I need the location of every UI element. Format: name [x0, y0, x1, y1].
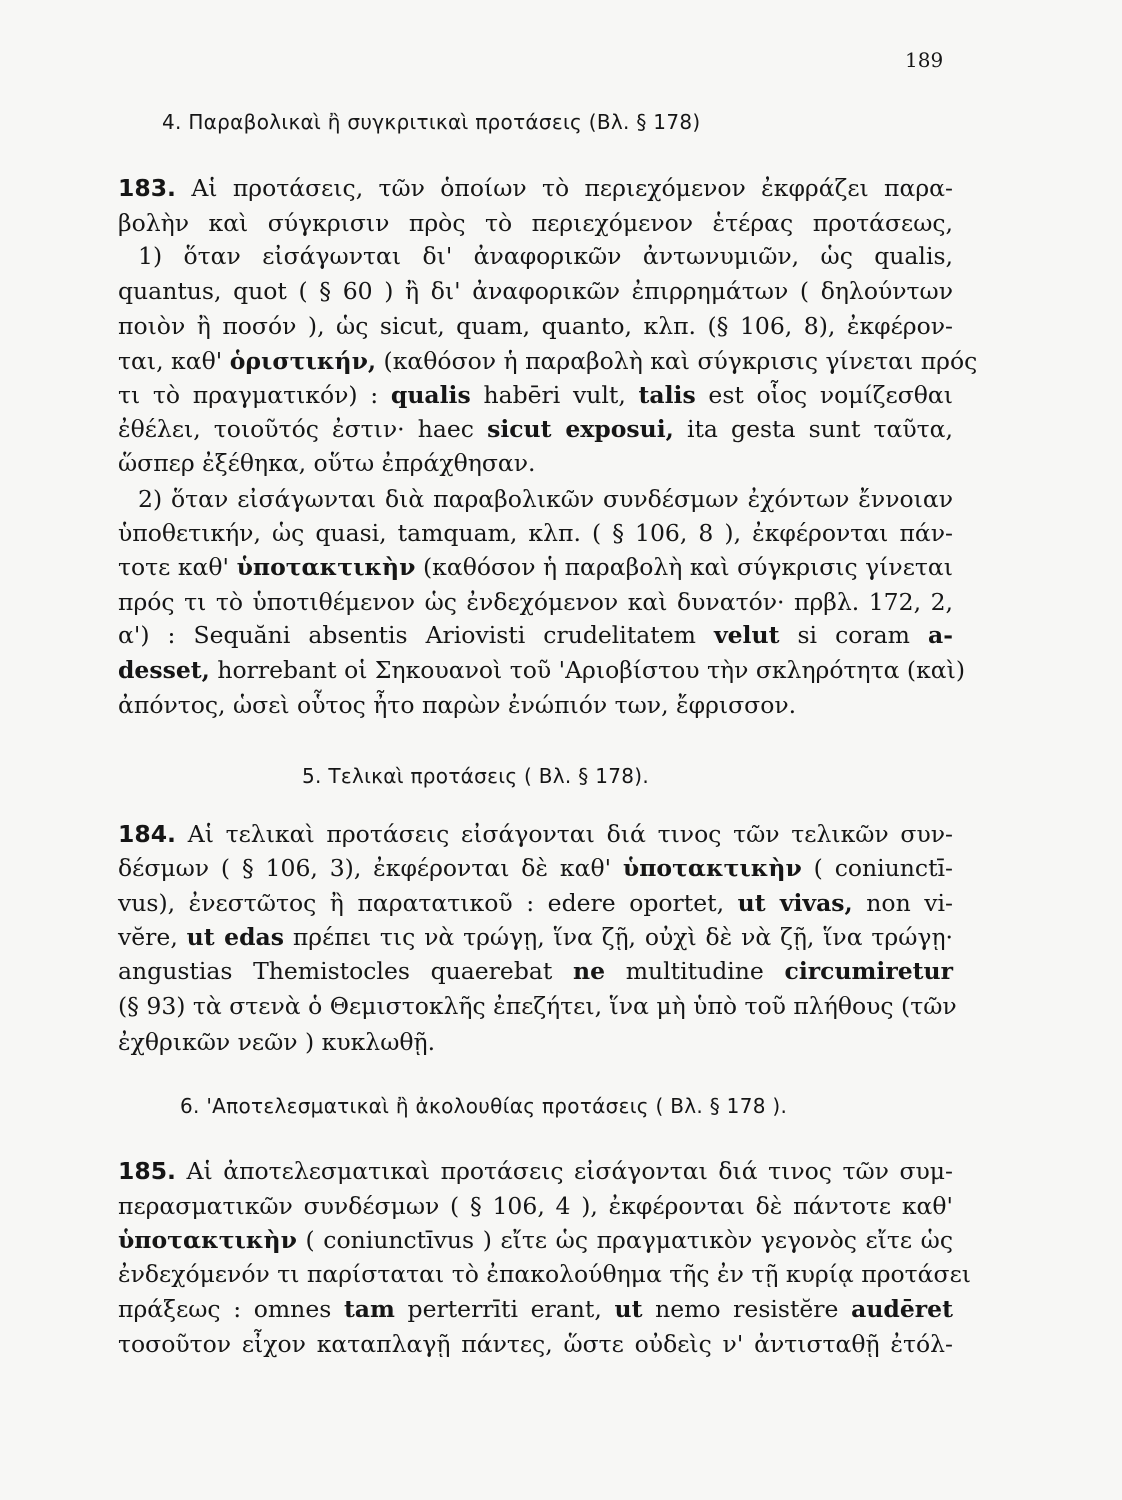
- text-line: τοτε καθ' ὑποτακτικὴν (καθόσον ἡ παραβολὴ καὶ σύγκρισις γίνεται: [118, 553, 953, 581]
- text-line: quantus, quot ( § 60 ) ἢ δι' ἀναφορικῶν ἐπιρρημάτων ( δηλούντων: [118, 277, 953, 305]
- text-line: δέσμων ( § 106, 3), ἐκφέρονται δὲ καθ' ὑποτακτικὴν ( coniunctī-: [118, 854, 953, 882]
- text-line: ἀπόντος, ὡσεὶ οὗτος ἦτο παρὼν ἐνώπιόν των, ἔφρισσον.: [118, 691, 797, 719]
- text-line: α') : Sequăni absentis Ariovisti crudelitatem velut si coram a-: [118, 621, 953, 649]
- paragraph-number-185: 185.: [118, 1157, 176, 1185]
- text-line: ὑποτακτικὴν ( coniunctīvus ) εἴτε ὡς πραγματικὸν γεγονὸς εἴτε ὡς: [118, 1226, 953, 1254]
- text-line: ται, καθ' ὁριστικήν, (καθόσον ἡ παραβολὴ καὶ σύγκρισις γίνεται πρός: [118, 347, 978, 375]
- text-line: 185. Αἱ ἀποτελεσματικαὶ προτάσεις εἰσάγονται διά τινος τῶν συμ-: [118, 1157, 953, 1185]
- text-line: τι τὸ πραγματικόν) : qualis habēri vult, talis est οἷος νομίζεσθαι: [118, 381, 953, 409]
- text-line: (§ 93) τὰ στενὰ ὁ Θεμιστοκλῆς ἐπεζήτει, ἵνα μὴ ὑπὸ τοῦ πλήθους (τῶν: [118, 992, 957, 1020]
- text-line: desset, horrebant οἱ Σηκουανοὶ τοῦ 'Αριοβίστου τὴν σκληρότητα (καὶ): [118, 656, 966, 684]
- text-line: 2) ὅταν εἰσάγωνται διὰ παραβολικῶν συνδέσμων ἐχόντων ἔννοιαν: [138, 485, 953, 513]
- text-line: πρός τι τὸ ὑποτιθέμενον ὡς ἐνδεχόμενον καὶ δυνατόν· πρβλ. 172, 2,: [118, 588, 953, 616]
- text-line: 184. Αἱ τελικαὶ προτάσεις εἰσάγονται διά τινος τῶν τελικῶν συν-: [118, 820, 953, 848]
- text-line: ποιὸν ἢ ποσόν ), ὡς sicut, quam, quanto, κλπ. (§ 106, 8), ἐκφέρον-: [118, 312, 953, 340]
- text-line: angustias Themistocles quaerebat ne multitudine circumiretur: [118, 957, 953, 985]
- text-line: ἐχθρικῶν νεῶν ) κυκλωθῇ.: [118, 1028, 436, 1056]
- text-line: vĕre, ut edas πρέπει τις νὰ τρώγῃ, ἵνα ζῇ, οὐχὶ δὲ νὰ ζῇ, ἵνα τρώγῃ·: [118, 923, 953, 951]
- text-line: τοσοῦτον εἶχον καταπλαγῇ πάντες, ὥστε οὐδεὶς ν' ἀντισταθῇ ἐτόλ-: [118, 1330, 953, 1358]
- text-line: ἐθέλει, τοιοῦτός ἐστιν· haec sicut exposui, ita gesta sunt ταῦτα,: [118, 415, 953, 443]
- text-line: 183. Αἱ προτάσεις, τῶν ὁποίων τὸ περιεχόμενον ἐκφράζει παρα-: [118, 174, 953, 202]
- section-heading-5: 5. Τελικαὶ προτάσεις ( Βλ. § 178).: [302, 764, 650, 788]
- text-line: βολὴν καὶ σύγκρισιν πρὸς τὸ περιεχόμενον ἑτέρας προτάσεως,: [118, 209, 953, 237]
- page-number: 189: [905, 48, 944, 72]
- paragraph-number-183: 183.: [118, 174, 176, 202]
- text-line: περασματικῶν συνδέσμων ( § 106, 4 ), ἐκφέρονται δὲ πάντοτε καθ': [118, 1192, 953, 1220]
- text-line: 1) ὅταν εἰσάγωνται δι' ἀναφορικῶν ἀντωνυμιῶν, ὡς qualis,: [138, 242, 953, 270]
- text-line: vus), ἐνεστῶτος ἢ παρατατικοῦ : edere oportet, ut vivas, non vi-: [118, 889, 953, 917]
- text-line: ὥσπερ ἐξέθηκα, οὕτω ἐπράχθησαν.: [118, 449, 536, 477]
- text-line: ὑποθετικήν, ὡς quasi, tamquam, κλπ. ( § 106, 8 ), ἐκφέρονται πάν-: [118, 519, 953, 547]
- section-heading-6: 6. 'Αποτελεσματικαὶ ἢ ἀκολουθίας προτάσεις ( Βλ. § 178 ).: [180, 1094, 788, 1118]
- text-line: πράξεως : omnes tam perterrīti erant, ut nemo resistĕre audēret: [118, 1295, 953, 1323]
- section-heading-4: 4. Παραβολικαὶ ἢ συγκριτικαὶ προτάσεις (Βλ. § 178): [162, 110, 701, 134]
- paragraph-number-184: 184.: [118, 820, 176, 848]
- text-line: ἐνδεχόμενόν τι παρίσταται τὸ ἐπακολούθημα τῆς ἐν τῇ κυρίᾳ προτάσει: [118, 1260, 971, 1288]
